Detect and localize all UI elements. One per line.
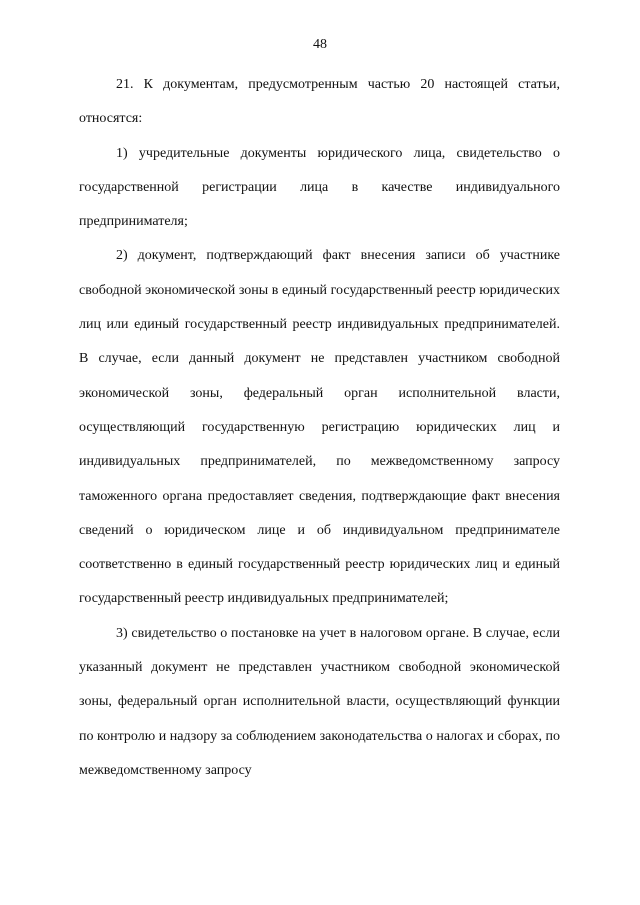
paragraph-item-2: 2) документ, подтверждающий факт внесения записи об участнике свободной экономической зоны в единый государственный реестр юридических лиц или единый государственный реестр индивидуальных предпринимателей. В случае, если данный документ не представлен участником свободной экономической зоны, федеральный орган исполнительной власти, осуществляющий государственную регистрацию юридических лиц и индивидуальных предпринимателей, по межведомственному запросу таможенного органа предоставляет сведения, подтверждающие факт внесения сведений о юридическом лице и об индивидуальном предпринимателе соответственно в единый государственный реестр юридических лиц и единый государственный реестр индивидуальных предпринимателей;	[79, 248, 560, 607]
paragraph-item-1: 1) учредительные документы юридического лица, свидетельство о государственной регистрации лица в качестве индивидуального предпринимателя;	[79, 145, 560, 230]
page-number: 48	[313, 37, 327, 52]
paragraph-item-3: 3) свидетельство о постановке на учет в налоговом органе. В случае, если указанный документ не представлен участником свободной экономической зоны, федеральный орган исполнительной власти, осуществляющий функции по контролю и надзору за соблюдением законодательства о налогах и сборах, по межведомственному запросу	[79, 625, 560, 778]
document-body	[79, 68, 560, 788]
paragraph-21-intro: 21. К документам, предусмотренным частью 20 настоящей статьи, относятся:	[79, 77, 560, 127]
